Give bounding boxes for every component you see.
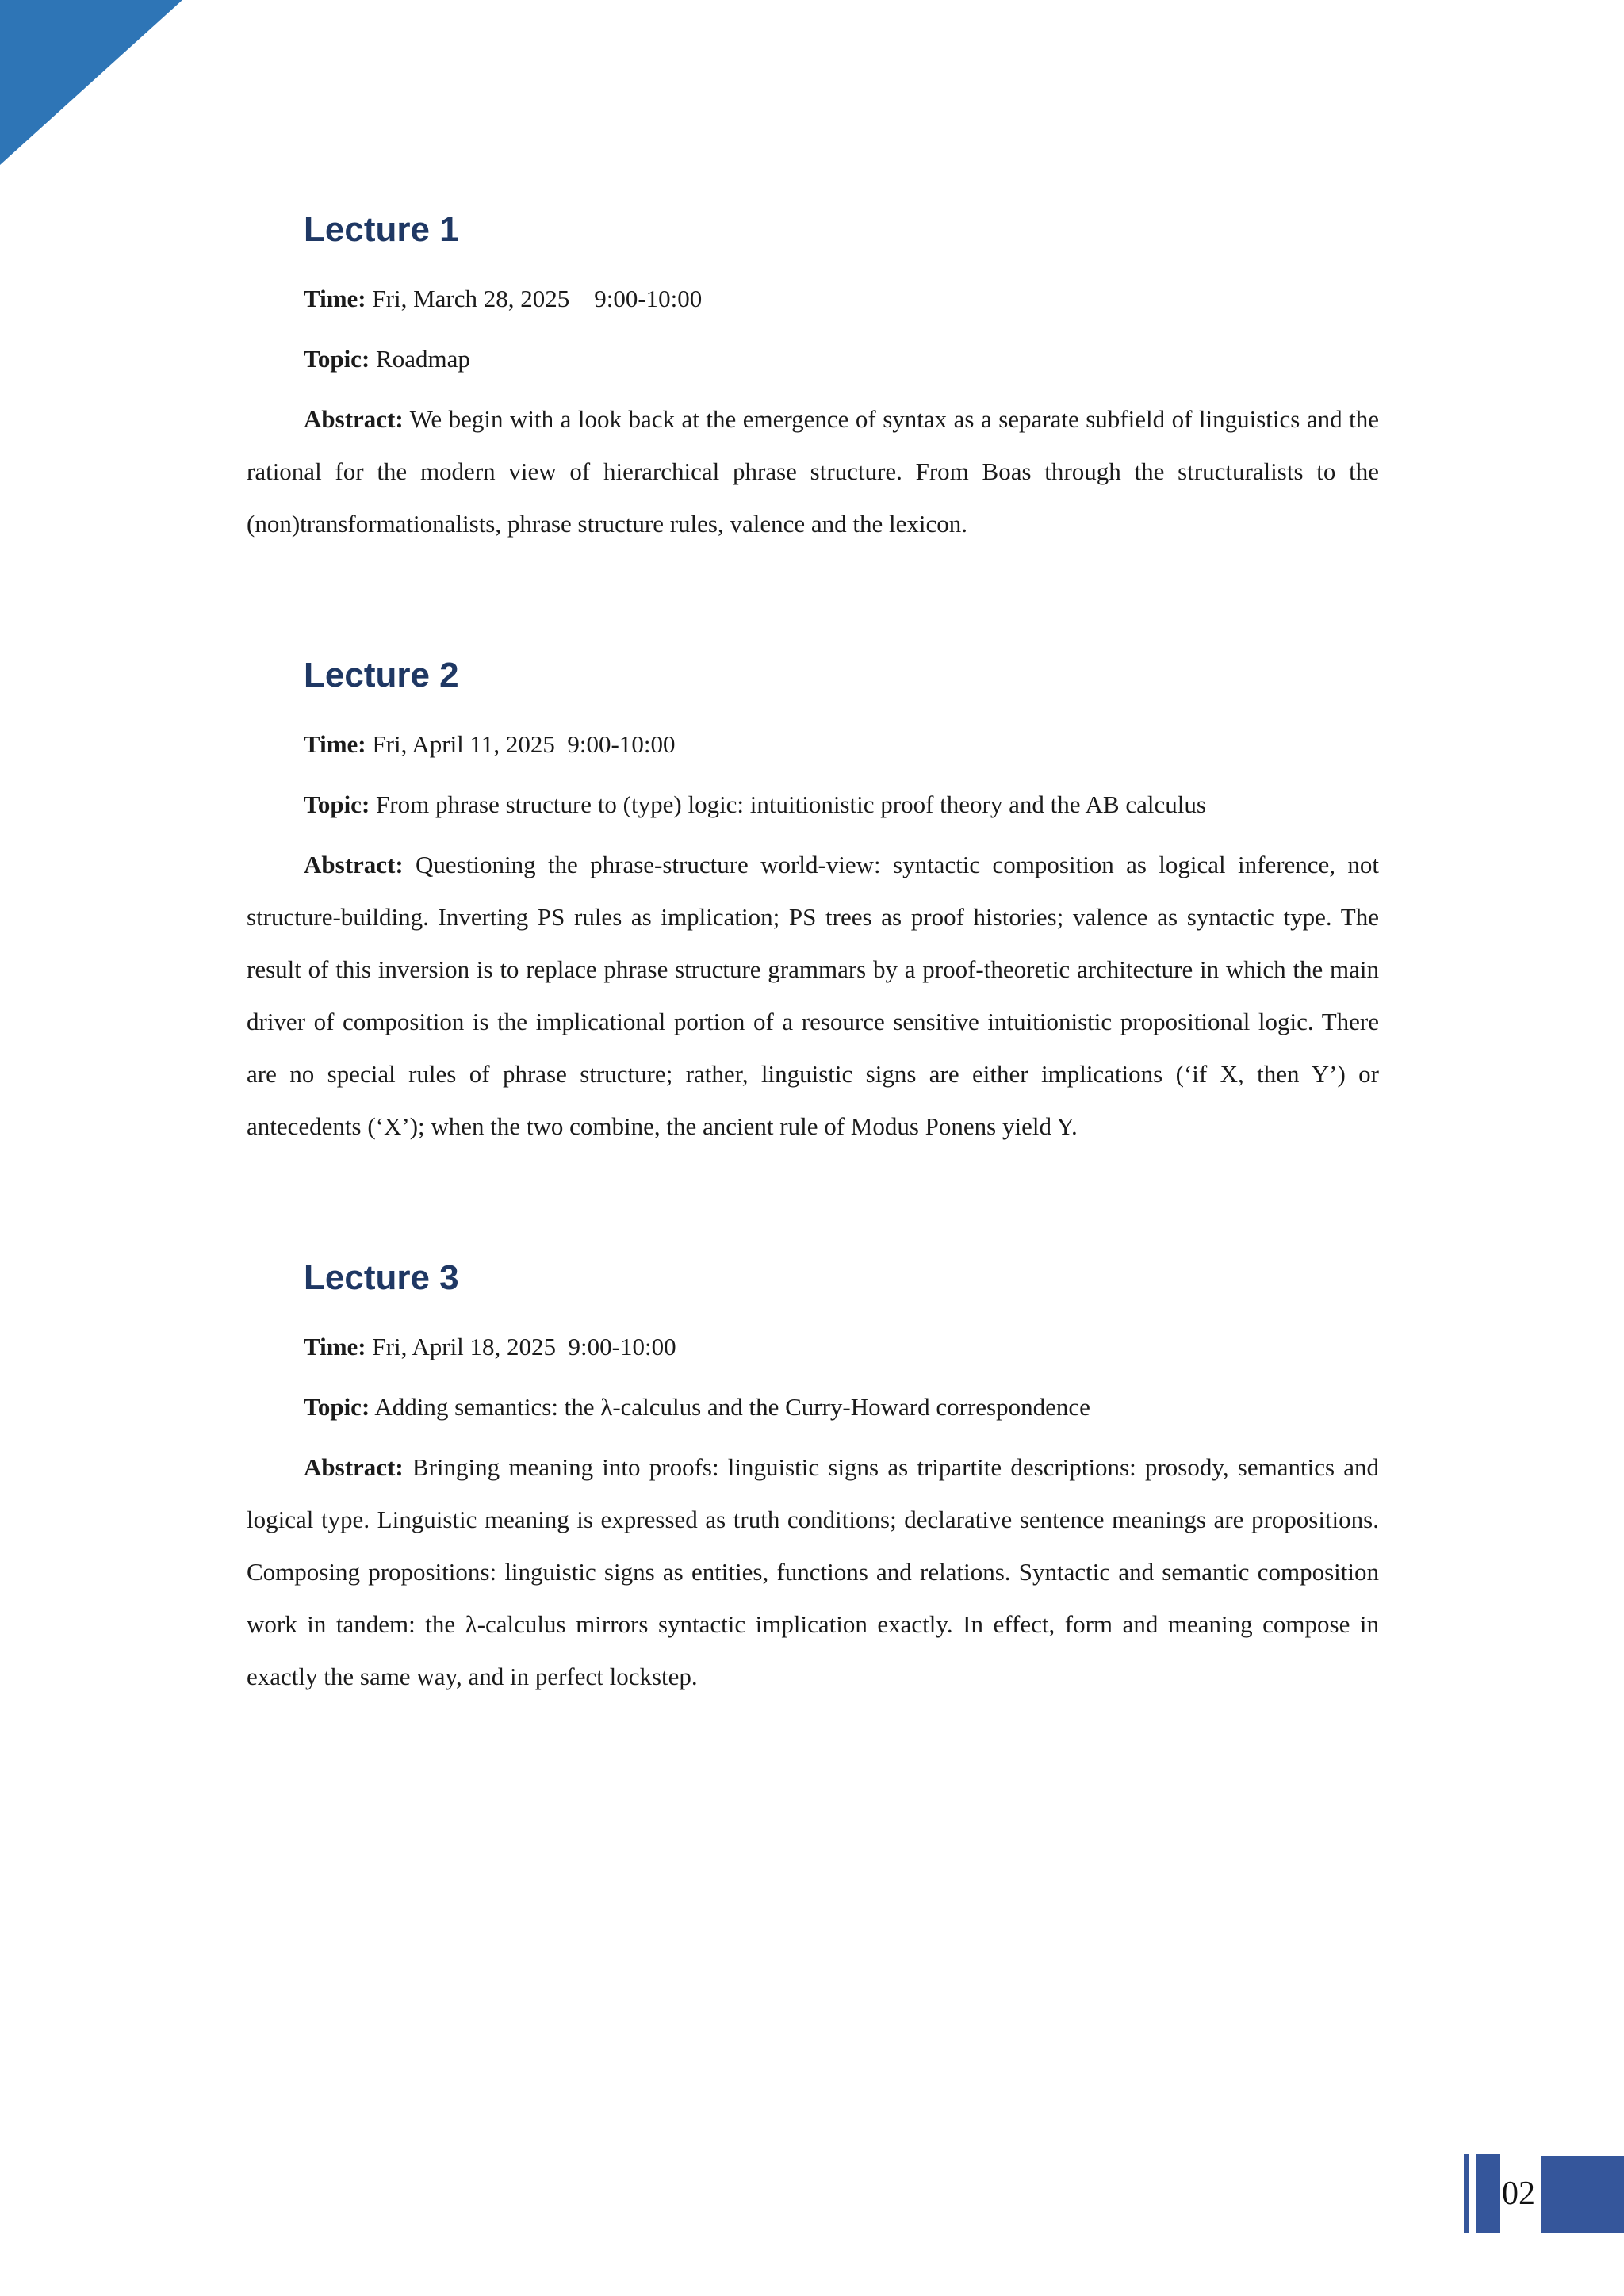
time-value: Fri, April 18, 2025 9:00-10:00 [372, 1333, 676, 1360]
topic-value: Roadmap [376, 345, 470, 373]
time-value: Fri, March 28, 2025 9:00-10:00 [372, 285, 703, 312]
topic-value: Adding semantics: the λ-calculus and the Curry-Howard correspondence [374, 1393, 1090, 1421]
lecture-section-1 [247, 208, 1379, 550]
time-label: Time: [304, 285, 366, 312]
page-number: 02 [1502, 2175, 1535, 2212]
topic-label: Topic: [304, 345, 370, 373]
lecture-topic-line [247, 779, 1379, 831]
time-value: Fri, April 11, 2025 9:00-10:00 [372, 730, 676, 758]
lecture-section-2 [247, 653, 1379, 1153]
lecture-abstract [247, 839, 1379, 1153]
abstract-text: Bringing meaning into proofs: linguistic signs as tripartite descriptions: prosody, semantics and logical type. Linguistic meaning is expressed as truth conditions; declarative sentence meanings are propositions. Composing propositions: linguistic signs as entities, functions and relations. Syntactic and semantic composition work in tandem: the λ-calculus mirrors syntactic implication exactly. In effect, form and meaning compose in exactly the same way, and in perfect lockstep. [247, 1453, 1380, 1690]
topic-label: Topic: [304, 1393, 370, 1421]
footer-thin-bar-decoration [1464, 2154, 1469, 2233]
time-label: Time: [304, 1333, 366, 1360]
lecture-time-line [247, 273, 1379, 325]
topic-label: Topic: [304, 790, 370, 818]
footer-thick-bar-decoration [1476, 2154, 1500, 2233]
abstract-label: Abstract: [304, 405, 404, 433]
lecture-time-line [247, 1321, 1379, 1373]
topic-value: From phrase structure to (type) logic: intuitionistic proof theory and the AB calculus [376, 790, 1206, 818]
abstract-text: We begin with a look back at the emergence of syntax as a separate subfield of linguistics and the rational for the modern view of hierarchical phrase structure. From Boas through the structuralists to the (non)transformationalists, phrase structure rules, valence and the lexicon. [247, 405, 1379, 538]
lecture-title: Lecture 2 [304, 656, 459, 695]
lecture-topic-line [247, 1381, 1379, 1433]
lecture-topic-line [247, 333, 1379, 385]
lecture-abstract [247, 1441, 1379, 1703]
abstract-label: Abstract: [304, 851, 404, 878]
lecture-title: Lecture 1 [304, 210, 459, 249]
footer-rectangle-decoration [1541, 2156, 1624, 2233]
abstract-text: Questioning the phrase-structure world-view: syntactic composition as logical inference, not structure-building. Inverting PS rules as implication; PS trees as proof histories; valence as syntactic type. The result of this inversion is to replace phrase structure grammars by a proof-theoretic architecture in which the main driver of composition is the implicational portion of a resource sensitive intuitionistic propositional logic. There are no special rules of phrase structure; rather, linguistic signs are either implications (‘if X, then Y’) or antecedents (‘X’); when the two combine, the ancient rule of Modus Ponens yield Y. [247, 851, 1379, 1140]
page-content [247, 208, 1379, 1703]
lecture-title: Lecture 3 [304, 1258, 459, 1297]
time-label: Time: [304, 730, 366, 758]
lecture-abstract [247, 393, 1379, 550]
lecture-time-line [247, 718, 1379, 771]
abstract-label: Abstract: [304, 1453, 404, 1481]
lecture-section-3 [247, 1256, 1379, 1703]
corner-triangle-decoration [0, 0, 182, 165]
